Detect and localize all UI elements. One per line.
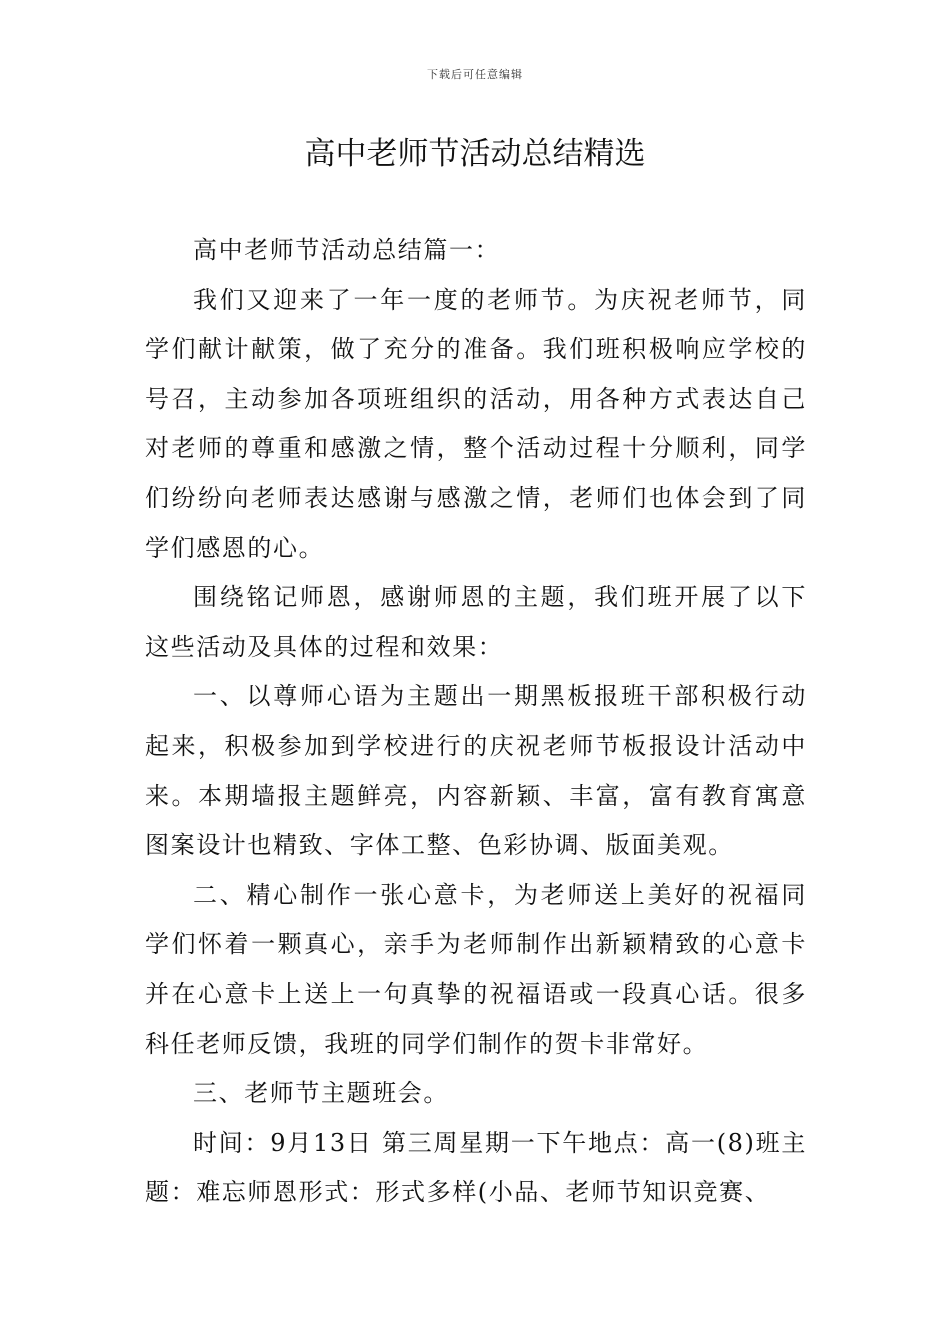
section-heading: 高中老师节活动总结篇一： xyxy=(193,236,501,264)
paragraph: 我们又迎来了一年一度的老师节。为庆祝老师节，同学们献计献策，做了充分的准备。我们班积极响应学校的号召，主动参加各项班组织的活动，用各种方式表达自己对老师的尊重和感激之情，整个活动过程十分顺利，同学们纷纷向老师表达感谢与感激之情，老师们也体会到了同学们感恩的心。 xyxy=(145,285,807,562)
paragraph: 三、老师节主题班会。 xyxy=(193,1079,449,1108)
paragraph: 一、以尊师心语为主题出一期黑板报班干部积极行动起来，积极参加到学校进行的庆祝老师节板报设计活动中来。本期墙报主题鲜亮，内容新颖、丰富，富有教育寓意图案设计也精致、字体工整、色彩协调、版面美观。 xyxy=(145,682,807,860)
document-body xyxy=(145,226,807,1218)
document-title: 高中老师节活动总结精选 xyxy=(304,136,646,172)
paragraph: 围绕铭记师恩，感谢师恩的主题，我们班开展了以下这些活动及具体的过程和效果： xyxy=(145,583,807,661)
paragraph: 时间：9月13日 第三周星期一下午地点：高一(8)班主题：难忘师恩形式：形式多样(小品、老师节知识竞赛、 xyxy=(145,1128,807,1207)
paragraph: 二、精心制作一张心意卡，为老师送上美好的祝福同学们怀着一颗真心，亲手为老师制作出新颖精致的心意卡并在心意卡上送上一句真挚的祝福语或一段真心话。很多科任老师反馈，我班的同学们制作的贺卡非常好。 xyxy=(145,880,807,1058)
header-note: 下载后可任意编辑 xyxy=(427,68,523,81)
